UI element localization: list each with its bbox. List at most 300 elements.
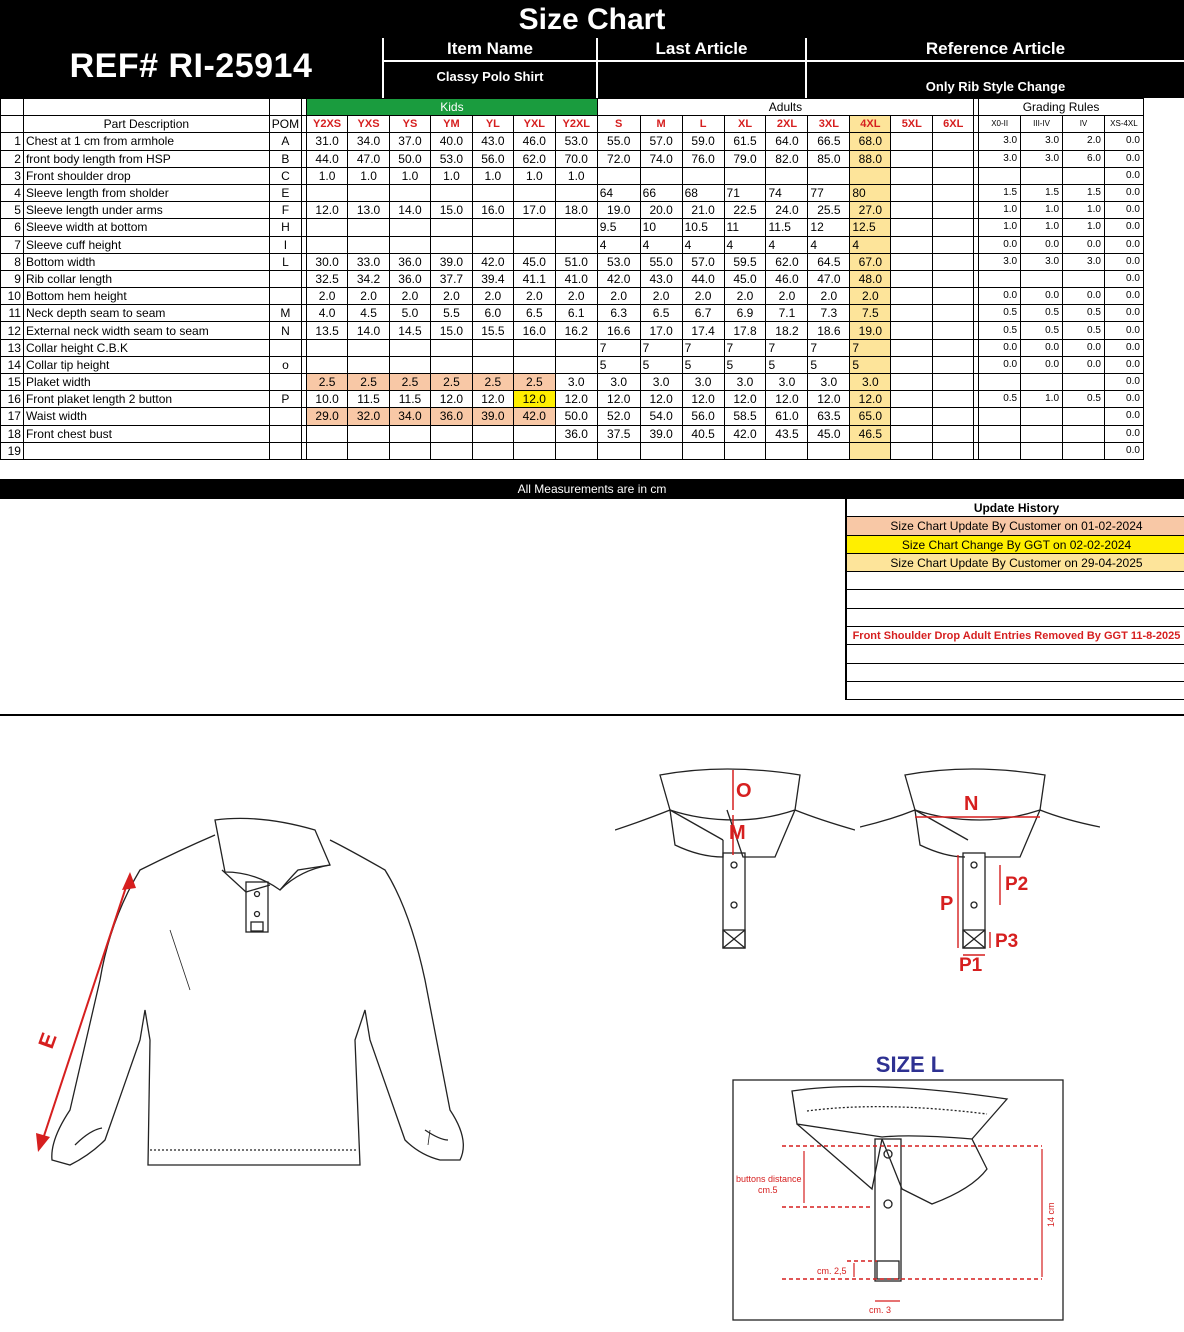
measurement-cell: 39.0 xyxy=(430,253,472,270)
size-header-yxs: YXS xyxy=(348,116,390,133)
measurement-cell xyxy=(472,236,513,253)
measurement-cell: 80 xyxy=(850,184,891,201)
measurement-cell: 14.5 xyxy=(390,322,431,339)
row-number: 15 xyxy=(1,374,24,391)
measurement-cell: 4 xyxy=(808,236,850,253)
measurement-cell: 19.0 xyxy=(850,322,891,339)
measurement-cell xyxy=(933,425,974,442)
height-14-label: 14 cm xyxy=(1046,1202,1056,1227)
pom-code: E xyxy=(269,184,301,201)
measurement-cell: 61.0 xyxy=(766,408,808,425)
measurement-cell xyxy=(430,236,472,253)
measurement-cell: 57.0 xyxy=(682,253,724,270)
measurement-cell: 45.0 xyxy=(724,270,766,287)
measurement-cell xyxy=(891,374,933,391)
measurement-cell: 59.5 xyxy=(724,253,766,270)
grading-cell: 1.0 xyxy=(1021,219,1063,236)
grading-cell: 0.0 xyxy=(1104,374,1143,391)
row-number: 19 xyxy=(1,442,24,459)
placket-label-p3: P3 xyxy=(995,931,1019,952)
part-description: Plaket width xyxy=(23,374,269,391)
pom-code: I xyxy=(269,236,301,253)
pom-code xyxy=(269,270,301,287)
measurement-cell: 1.0 xyxy=(472,167,513,184)
measurement-cell: 16.2 xyxy=(555,322,597,339)
measurement-cell: 2.0 xyxy=(348,288,390,305)
grading-header: IV xyxy=(1063,116,1105,133)
measurement-cell: 5 xyxy=(766,356,808,373)
measurement-cell xyxy=(682,442,724,459)
measurement-cell: 5 xyxy=(808,356,850,373)
measurement-cell: 7 xyxy=(808,339,850,356)
measurement-cell: 32.0 xyxy=(348,408,390,425)
grading-cell: 1.0 xyxy=(979,219,1021,236)
measurement-cell: 2.0 xyxy=(724,288,766,305)
grading-cell: 0.0 xyxy=(979,288,1021,305)
table-row xyxy=(1,322,1184,339)
measurement-cell: 64.0 xyxy=(766,133,808,150)
measurement-cell xyxy=(891,391,933,408)
size-table xyxy=(0,98,1184,460)
grading-cell: 0.0 xyxy=(1104,167,1143,184)
measurement-cell: 21.0 xyxy=(682,202,724,219)
item-name-block xyxy=(382,38,596,98)
part-description: Sleeve length under arms xyxy=(23,202,269,219)
blank-cell xyxy=(1,99,24,116)
measurement-cell: 12.0 xyxy=(640,391,682,408)
update-history-entry xyxy=(847,645,1184,663)
part-description: Bottom hem height xyxy=(23,288,269,305)
buttons-distance-value: cm.5 xyxy=(758,1185,778,1195)
measurement-cell: 14.0 xyxy=(348,322,390,339)
measurement-cell: 46.0 xyxy=(513,133,555,150)
grading-cell xyxy=(1021,442,1063,459)
part-description: Neck depth seam to seam xyxy=(23,305,269,322)
measurement-cell xyxy=(891,236,933,253)
placket-label-p: P xyxy=(940,893,954,915)
measurement-cell: 77 xyxy=(808,184,850,201)
measurement-cell xyxy=(766,167,808,184)
collar-label-o: O xyxy=(736,780,752,802)
measurement-cell xyxy=(891,425,933,442)
measurement-cell xyxy=(307,356,348,373)
measurement-cell xyxy=(891,184,933,201)
measurement-cell: 51.0 xyxy=(555,253,597,270)
measurement-cell: 40.5 xyxy=(682,425,724,442)
measurement-cell: 9.5 xyxy=(597,219,640,236)
measurement-cell: 5 xyxy=(640,356,682,373)
grading-rules-header: Grading Rules xyxy=(979,99,1144,116)
measurement-cell xyxy=(891,219,933,236)
measurement-cell xyxy=(724,167,766,184)
measurement-cell: 10.0 xyxy=(307,391,348,408)
measurement-cell xyxy=(472,442,513,459)
table-row xyxy=(1,408,1184,425)
measurement-cell: 11 xyxy=(724,219,766,236)
measurement-cell: 39.0 xyxy=(472,408,513,425)
measurement-cell: 2.0 xyxy=(640,288,682,305)
row-number: 13 xyxy=(1,339,24,356)
measurement-cell xyxy=(307,339,348,356)
grading-cell: 1.0 xyxy=(979,202,1021,219)
pom-code: L xyxy=(269,253,301,270)
grading-cell: 2.0 xyxy=(1063,133,1105,150)
measurement-cell: 62.0 xyxy=(766,253,808,270)
row-number: 10 xyxy=(1,288,24,305)
measurement-cell xyxy=(933,202,974,219)
grading-cell: 0.5 xyxy=(979,322,1021,339)
grading-cell: 1.0 xyxy=(1021,202,1063,219)
measurement-cell xyxy=(348,236,390,253)
grading-cell xyxy=(979,374,1021,391)
measurement-cell xyxy=(513,442,555,459)
measurement-cell: 2.5 xyxy=(513,374,555,391)
table-row xyxy=(1,253,1184,270)
grading-cell: 0.0 xyxy=(1104,184,1143,201)
measurement-cell: 11.5 xyxy=(766,219,808,236)
measurement-cell xyxy=(891,167,933,184)
measurement-cell xyxy=(555,339,597,356)
measurement-cell: 13.5 xyxy=(307,322,348,339)
measurement-cell: 15.5 xyxy=(472,322,513,339)
measurement-cell: 12.0 xyxy=(766,391,808,408)
measurement-cell: 6.9 xyxy=(724,305,766,322)
measurement-cell xyxy=(513,184,555,201)
measurement-cell: 4 xyxy=(724,236,766,253)
grading-cell: 0.0 xyxy=(1104,270,1143,287)
grading-cell xyxy=(1021,270,1063,287)
measurement-cell: 37.0 xyxy=(390,133,431,150)
size-header-3xl: 3XL xyxy=(808,116,850,133)
measurement-cell: 7 xyxy=(597,339,640,356)
update-history-entry xyxy=(847,664,1184,682)
measurement-cell xyxy=(933,133,974,150)
table-row xyxy=(1,236,1184,253)
measurement-cell: 30.0 xyxy=(307,253,348,270)
measurement-cell: 5 xyxy=(682,356,724,373)
measurement-cell: 12.0 xyxy=(430,391,472,408)
measurement-cell: 46.5 xyxy=(850,425,891,442)
measurement-cell xyxy=(513,236,555,253)
measurement-cell xyxy=(933,236,974,253)
pom-code xyxy=(269,339,301,356)
measurement-cell: 36.0 xyxy=(390,253,431,270)
group-header-row xyxy=(1,99,1184,116)
measurement-cell: 42.0 xyxy=(724,425,766,442)
grading-cell: 1.0 xyxy=(1063,219,1105,236)
measurement-cell: 33.0 xyxy=(348,253,390,270)
grading-cell: 0.0 xyxy=(1021,339,1063,356)
measurement-cell: 59.0 xyxy=(682,133,724,150)
measurement-cell xyxy=(430,442,472,459)
measurement-cell xyxy=(891,270,933,287)
grading-cell xyxy=(979,270,1021,287)
measurement-cell xyxy=(933,150,974,167)
measurement-cell xyxy=(390,425,431,442)
grading-cell xyxy=(1063,408,1105,425)
grading-cell: 1.5 xyxy=(979,184,1021,201)
grading-cell: 0.5 xyxy=(1021,322,1063,339)
measurement-cell xyxy=(850,167,891,184)
measurement-cell xyxy=(390,236,431,253)
grading-cell: 0.0 xyxy=(1104,253,1143,270)
measurement-cell xyxy=(891,356,933,373)
measurement-cell xyxy=(390,184,431,201)
measurement-cell xyxy=(555,356,597,373)
table-row xyxy=(1,133,1184,150)
measurement-cell xyxy=(307,184,348,201)
measurement-cell: 4 xyxy=(597,236,640,253)
grading-cell xyxy=(979,442,1021,459)
measurement-cell: 27.0 xyxy=(850,202,891,219)
measurement-cell xyxy=(472,219,513,236)
kids-group-header: Kids xyxy=(307,99,598,116)
polo-shirt-drawing xyxy=(30,810,490,1180)
section-divider xyxy=(0,714,847,716)
measurement-cell: 37.5 xyxy=(597,425,640,442)
measurement-cell xyxy=(348,442,390,459)
measurement-cell xyxy=(597,167,640,184)
part-description: Sleeve length from sholder xyxy=(23,184,269,201)
size-header-ym: YM xyxy=(430,116,472,133)
grading-cell: 0.0 xyxy=(979,339,1021,356)
measurement-cell: 2.0 xyxy=(808,288,850,305)
collar-label-n: N xyxy=(964,793,979,815)
update-history-entry xyxy=(847,590,1184,608)
measurement-cell xyxy=(348,339,390,356)
measurement-cell xyxy=(307,425,348,442)
measurement-cell: 3.0 xyxy=(682,374,724,391)
measurement-cell: 19.0 xyxy=(597,202,640,219)
measurement-cell: 12.0 xyxy=(307,202,348,219)
measurement-cell xyxy=(430,184,472,201)
measurement-cell: 1.0 xyxy=(348,167,390,184)
grading-cell: 3.0 xyxy=(979,253,1021,270)
measurement-cell xyxy=(555,236,597,253)
measurement-cell: 31.0 xyxy=(307,133,348,150)
pom-code: o xyxy=(269,356,301,373)
update-history-entry: Front Shoulder Drop Adult Entries Removed By GGT 11-8-2025 xyxy=(847,627,1184,645)
pom-code xyxy=(269,374,301,391)
pom-code xyxy=(269,425,301,442)
grading-cell: 0.5 xyxy=(1021,305,1063,322)
measurement-cell: 70.0 xyxy=(555,150,597,167)
part-description xyxy=(23,442,269,459)
size-header-xl: XL xyxy=(724,116,766,133)
grading-cell: 1.0 xyxy=(1021,391,1063,408)
measurement-cell xyxy=(891,408,933,425)
part-description: Sleeve width at bottom xyxy=(23,219,269,236)
measurement-cell: 2.0 xyxy=(307,288,348,305)
measurement-cell: 3.0 xyxy=(850,374,891,391)
measurement-cell: 1.0 xyxy=(390,167,431,184)
measurement-cell: 1.0 xyxy=(555,167,597,184)
measurement-cell: 12.0 xyxy=(597,391,640,408)
part-description: Rib collar length xyxy=(23,270,269,287)
measurement-cell: 10.5 xyxy=(682,219,724,236)
measurement-cell xyxy=(472,356,513,373)
row-number: 7 xyxy=(1,236,24,253)
grading-cell: 0.0 xyxy=(1104,288,1143,305)
pom-code: N xyxy=(269,322,301,339)
grading-cell xyxy=(1063,425,1105,442)
measurement-cell: 4 xyxy=(766,236,808,253)
measurement-cell: 39.4 xyxy=(472,270,513,287)
row-number: 16 xyxy=(1,391,24,408)
measurement-cell: 3.0 xyxy=(597,374,640,391)
row-number: 14 xyxy=(1,356,24,373)
measurement-cell xyxy=(430,219,472,236)
measurement-cell xyxy=(348,356,390,373)
grading-cell: 0.0 xyxy=(979,236,1021,253)
measurement-note: All Measurements are in cm xyxy=(0,479,1184,499)
measurement-cell: 25.5 xyxy=(808,202,850,219)
measurement-cell: 36.0 xyxy=(430,408,472,425)
size-header-2xl: 2XL xyxy=(766,116,808,133)
measurement-cell: 12.0 xyxy=(724,391,766,408)
reference-article-block xyxy=(805,38,1184,98)
measurement-cell: 16.0 xyxy=(513,322,555,339)
measurement-cell: 52.0 xyxy=(597,408,640,425)
table-row xyxy=(1,425,1184,442)
update-history-entry: Size Chart Change By GGT on 02-02-2024 xyxy=(847,536,1184,554)
measurement-cell: 12.0 xyxy=(513,391,555,408)
row-number: 1 xyxy=(1,133,24,150)
measurement-cell: 88.0 xyxy=(850,150,891,167)
measurement-cell: 79.0 xyxy=(724,150,766,167)
measurement-cell: 2.0 xyxy=(513,288,555,305)
measurement-cell: 18.6 xyxy=(808,322,850,339)
measurement-cell: 48.0 xyxy=(850,270,891,287)
measurement-cell: 2.5 xyxy=(348,374,390,391)
measurement-cell: 71 xyxy=(724,184,766,201)
measurement-cell xyxy=(513,339,555,356)
measurement-cell: 55.0 xyxy=(640,253,682,270)
measurement-cell: 54.0 xyxy=(640,408,682,425)
table-row xyxy=(1,374,1184,391)
table-row xyxy=(1,184,1184,201)
grading-cell: 6.0 xyxy=(1063,150,1105,167)
collar-detail-np xyxy=(860,765,1100,980)
reference-article-label: Reference Article xyxy=(807,38,1184,62)
table-row xyxy=(1,219,1184,236)
measurement-cell xyxy=(430,339,472,356)
blank-cell xyxy=(1,116,24,133)
grading-cell xyxy=(1021,408,1063,425)
grading-header: III-IV xyxy=(1021,116,1063,133)
last-article-label: Last Article xyxy=(598,38,805,62)
grading-cell xyxy=(1063,442,1105,459)
part-description: Bottom width xyxy=(23,253,269,270)
measurement-cell: 6.0 xyxy=(472,305,513,322)
measurement-cell: 3.0 xyxy=(724,374,766,391)
row-number: 18 xyxy=(1,425,24,442)
measurement-cell xyxy=(348,425,390,442)
grading-cell xyxy=(1063,167,1105,184)
grading-cell: 3.0 xyxy=(1063,253,1105,270)
size-header-y2xl: Y2XL xyxy=(555,116,597,133)
measurement-cell: 74 xyxy=(766,184,808,201)
collar-label-m: M xyxy=(729,822,746,844)
measurement-cell: 76.0 xyxy=(682,150,724,167)
measurement-cell: 4.0 xyxy=(307,305,348,322)
placket xyxy=(246,882,268,932)
measurement-cell: 12.5 xyxy=(850,219,891,236)
measurement-cell: 15.0 xyxy=(430,202,472,219)
size-header-6xl: 6XL xyxy=(933,116,974,133)
grading-cell: 0.0 xyxy=(1104,322,1143,339)
pom-code: M xyxy=(269,305,301,322)
grading-cell xyxy=(1021,374,1063,391)
measurement-cell xyxy=(307,236,348,253)
measurement-cell: 13.0 xyxy=(348,202,390,219)
grading-cell: 0.0 xyxy=(1104,408,1143,425)
grading-cell: 0.0 xyxy=(1104,305,1143,322)
measurement-cell: 53.0 xyxy=(430,150,472,167)
measurement-cell xyxy=(891,133,933,150)
update-history-bottom xyxy=(845,714,1184,716)
measurement-cell: 2.0 xyxy=(555,288,597,305)
measurement-cell: 12.0 xyxy=(472,391,513,408)
measurement-cell: 2.0 xyxy=(682,288,724,305)
grading-header: XS-4XL xyxy=(1104,116,1143,133)
measurement-cell xyxy=(307,219,348,236)
table-row xyxy=(1,305,1184,322)
grading-cell: 3.0 xyxy=(979,150,1021,167)
measurement-cell: 56.0 xyxy=(472,150,513,167)
measurement-cell: 58.5 xyxy=(724,408,766,425)
pom-code: A xyxy=(269,133,301,150)
table-row xyxy=(1,339,1184,356)
grading-cell: 0.0 xyxy=(1063,356,1105,373)
row-number: 4 xyxy=(1,184,24,201)
measurement-cell: 5.5 xyxy=(430,305,472,322)
measurement-cell: 6.5 xyxy=(640,305,682,322)
grading-cell: 0.0 xyxy=(1104,219,1143,236)
measurement-cell xyxy=(891,202,933,219)
measurement-cell xyxy=(348,219,390,236)
measurement-cell: 7.1 xyxy=(766,305,808,322)
row-number: 17 xyxy=(1,408,24,425)
grading-cell: 0.5 xyxy=(1063,322,1105,339)
measurement-cell: 44.0 xyxy=(682,270,724,287)
item-name-label: Item Name xyxy=(384,38,596,62)
measurement-cell: 32.5 xyxy=(307,270,348,287)
grading-cell: 0.5 xyxy=(979,391,1021,408)
measurement-cell: 63.5 xyxy=(808,408,850,425)
part-description: Front shoulder drop xyxy=(23,167,269,184)
measurement-cell xyxy=(933,442,974,459)
measurement-cell xyxy=(933,408,974,425)
part-description: Chest at 1 cm from armhole xyxy=(23,133,269,150)
measurement-cell xyxy=(472,184,513,201)
measurement-cell: 2.5 xyxy=(390,374,431,391)
measurement-cell xyxy=(850,442,891,459)
measurement-cell xyxy=(933,219,974,236)
grading-cell: 0.0 xyxy=(1104,356,1143,373)
measurement-cell: 17.0 xyxy=(640,322,682,339)
pom-code xyxy=(269,408,301,425)
measurement-cell: 12 xyxy=(808,219,850,236)
measurement-cell: 34.0 xyxy=(348,133,390,150)
measurement-cell: 1.0 xyxy=(513,167,555,184)
table-row xyxy=(1,356,1184,373)
measurement-cell xyxy=(933,270,974,287)
measurement-cell: 57.0 xyxy=(640,133,682,150)
measurement-cell: 50.0 xyxy=(555,408,597,425)
grading-cell: 3.0 xyxy=(1021,253,1063,270)
grading-cell xyxy=(979,408,1021,425)
